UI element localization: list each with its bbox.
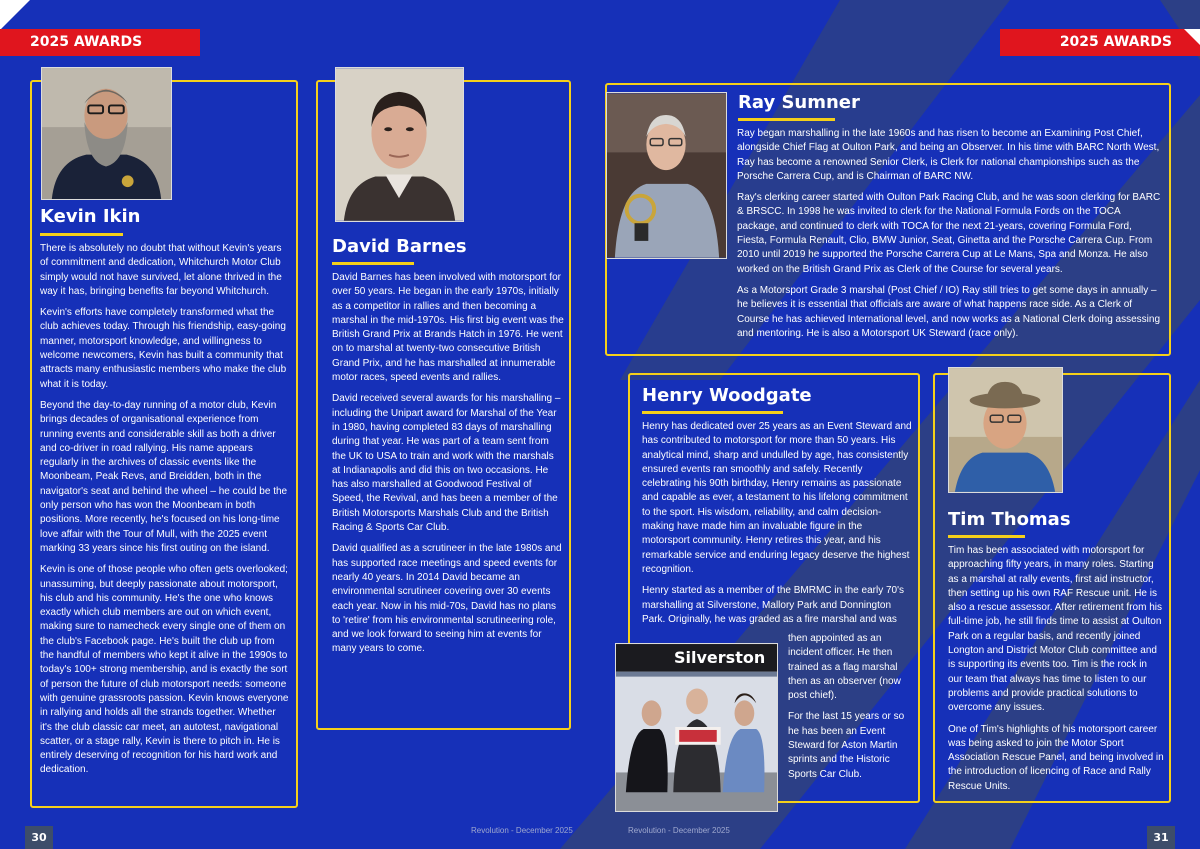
bio-paragraph: David qualified as a scrutineer in the late 1980s and has supported race meetings and speed events for nearly 40 years. In 2014 David became an environmental scrutineer covering over 30 events each year. Now in his mid-70s, David has no plans to 'retire' from his environmental scrutineering role, and we look forward to seeing him at events for many years to come. (332, 543, 562, 655)
name-david-barnes: David Barnes (332, 236, 467, 257)
bio-paragraph: One of Tim's highlights of his motorsport career was being asked to join the Motor Sport Association Rescue Panel, and being involved in the introduction of licencing of Race and Rally Rescue Units. (948, 723, 1164, 792)
bio-paragraph: David received several awards for his marshalling – including the Unipart award for Marshal of the Year in 1980, having completed 83 days of marshalling during that year. He was part of a team sent from the UK to USA to train and work with the marshals at Indianapolis and did this on two occasions. He has also marshalled at Goodwood Festival of Speed, the Revival, and has been a member of the British Motorsports Marshals Club and the British Racing & Sports Car Club. (332, 393, 561, 534)
bio-kevin-ikin (40, 242, 290, 785)
right-tag-notch-icon (1184, 29, 1200, 56)
bio-paragraph: Ray began marshalling in the late 1960s and has risen to become an Examining Post Chief, alongside Chief Flag at Oulton Park, and being an Observer. In his time with BARC North West, Ray has become a renowned Senior Clerk, is Clerk for national championships such as the Porsche Carrera Cup, and is Chairman of BARC NW. (737, 128, 1160, 182)
photo-ray-sumner (606, 92, 727, 259)
underline-henry-woodgate (642, 411, 783, 414)
bio-tim-thomas (948, 544, 1164, 801)
publication-footer-left: Revolution - December 2025 (471, 826, 573, 835)
section-tag-left: 2025 AWARDS (0, 29, 200, 56)
photo-sign-text: Silverston (674, 648, 766, 667)
bio-paragraph: As a Motorsport Grade 3 marshal (Post Chief / IO) Ray still tries to get some days in annually – he believes it is essential that officials are aware of what happens race side. As a Clerk of Course he has achieved International level, and now works as a National Clerk doing assessing and mentoring. He is also a Motorsport UK Steward (race only). (737, 284, 1161, 339)
underline-ray-sumner (738, 118, 835, 121)
photo-tim-thomas (948, 367, 1063, 493)
bio-david-barnes (332, 271, 564, 664)
bio-paragraph: David Barnes has been involved with motorsport for over 50 years. He began in the early 1970s, initially as a competitor in rallies and then becoming a marshal in the mid-1970s. His first big event was the British Grand Prix at Brands Hatch in 1976. He went on to marshal at twenty-two consecutive British Grand Prix, and he has marshalled at innumerable motor races, speed events and rallies. (332, 272, 564, 384)
name-kevin-ikin: Kevin Ikin (40, 206, 141, 227)
name-henry-woodgate: Henry Woodgate (642, 385, 812, 406)
page-number-left: 30 (25, 826, 53, 849)
bio-ray-sumner (737, 127, 1163, 348)
name-tim-thomas: Tim Thomas (948, 509, 1071, 530)
publication-footer-right: Revolution - December 2025 (628, 826, 730, 835)
bio-paragraph: Tim has been associated with motorsport for approaching fifty years, in many roles. Starting as a marshal at rally events, first aid instructor, then setting up his own RAF Rescue unit. He is also a rescue assessor. After retirement from his full-time job, he still finds time to assist at Oulton Park on a regular basis, and recently joined Longton and District Motor Club committee and is supporting its events too. Tim is the rock in our team that always has time to listen to our problems and provide practical solutions to overcome any issues. (948, 545, 1162, 714)
bio-paragraph: Kevin is one of those people who often gets overlooked; unassuming, but deeply passionate about motorsport, his club and his community. He's the one who knows exactly which club members are out on which event, making sure to namecheck every single one of them on the club's Facebook page. He's built the club up from the handful of members who kept it alive in the 1990s to today's 100+ strong membership, and is exactly the sort of person the future of club motorsport needs: someone with genuine grassroots passion. Kevin knows everyone in rallying and holds all the strands together. Whether it's the club classic car meet, an autotest, navigational scatter, or a stage rally, Kevin is there to pitch in. He is entirely deserving of recognition for his hard work and dedication. (40, 564, 289, 776)
bio-paragraph: then appointed as an incident officer. He then trained as a flag marshal then as an observer (now post chief). (788, 633, 901, 702)
underline-david-barnes (332, 262, 414, 265)
bio-henry-woodgate (642, 420, 912, 634)
bio-paragraph: Henry started as a member of the BMRMC in the early 70's marshalling at Silverstone, Mallory Park and Donnington Park. Originally, he was graded as a fire marshal and was (642, 585, 905, 625)
name-ray-sumner: Ray Sumner (738, 92, 860, 113)
bio-paragraph: There is absolutely no doubt that without Kevin's years of commitment and dedication, Whitchurch Motor Club simply would not have survived, let alone thrived in the way it has, bringing benefits far beyond Whitchurch. (40, 243, 282, 297)
section-tag-right: 2025 AWARDS (1000, 29, 1200, 56)
page-number-right: 31 (1147, 826, 1175, 849)
photo-henry-woodgate-presentation (615, 643, 778, 812)
bio-paragraph: For the last 15 years or so he has been an Event Steward for Aston Martin sprints and the Historic Sports Car Club. (788, 711, 905, 780)
bio-paragraph: Kevin's efforts have completely transformed what the club achieves today. Through his friendship, easy-going manner, motorsport knowledge, and willingness to welcome newcomers, Kevin has built a community that attracts many enthusiastic members who make the club what it is today. (40, 307, 287, 390)
bio-henry-woodgate-side (788, 632, 914, 789)
underline-tim-thomas (948, 535, 1025, 538)
bio-paragraph: Ray's clerking career started with Oulton Park Racing Club, and he was soon clerking for BARC & BRSCC. In 1998 he was invited to clerk for the National Formula Fords on the TOCA package, and continued to clerk with TOCA for the next 21-years, covering Formula Ford, Fiesta, Formula Renault, Clio, BMW Junior, Seat, Ginetta and the Porsche Carrera Cup. From 2010 until 2019 he supported the Porsche Carrera Cup at Le Mans, Spa and Monza. He also worked on the British Grand Prix as Clerk of the Course for several years. (737, 192, 1161, 275)
photo-kevin-ikin (41, 67, 172, 200)
underline-kevin-ikin (40, 233, 123, 236)
bio-paragraph: Beyond the day-to-day running of a motor club, Kevin brings decades of organisational experience from running events and considerable skill as both a driver and co-driver in road rallying. His name appears regularly in the archives of classic events like the Moonbeam, Peak Revs, and Breidden, both in the navigator's seat and behind the wheel – he could be the only person who has won the Moonbeam in both positions. More recently, he's focused on his long-time love affair with the Tour of Mull, with the 2025 event marking 33 years since his first outing on the island. (40, 399, 288, 554)
bio-paragraph: Henry has dedicated over 25 years as an Event Steward and has contributed to motorsport for more than 50 years. His analytical mind, sharp and undulled by age, has consistently ensured events ran smoothly and safely. Recently celebrating his 90th birthday, Henry remains as passionate and capable as ever, a testament to his lifelong commitment to the sport. His wisdom, reliability, and calm decision-making have made him an invaluable figure in the motorsport community. Henry retires this year, and his remarkable service and enduring legacy deserve the highest recognition. (642, 421, 912, 575)
photo-david-barnes (335, 67, 464, 222)
